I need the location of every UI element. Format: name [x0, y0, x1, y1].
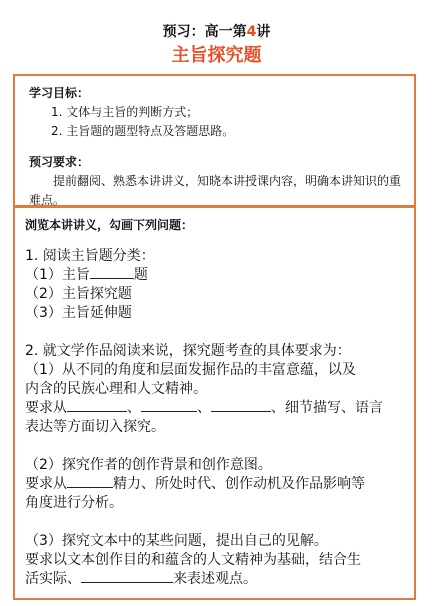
question-1-item-3: （3）主旨延伸题: [25, 305, 132, 321]
question-1-item-2: （2）主旨探究题: [25, 286, 132, 302]
lesson-number: 4: [246, 24, 257, 40]
questions-box: [13, 207, 416, 600]
question-1-item-1: （1）主旨 题: [25, 267, 148, 283]
question-2-part-3-line: （3）探究文本中的某些问题，提出自己的见解。: [25, 533, 328, 549]
fill-blank[interactable]: [81, 582, 173, 583]
question-2-part-1-requirement: 要求从 、 、 、细节描写、语言: [25, 400, 383, 416]
goals-box: [13, 74, 416, 207]
requirements-text: 提前翻阅、熟悉本讲讲义，知晓本讲授课内容，明确本讲知识的重难点。: [29, 174, 402, 207]
question-2-part-1-line: 内含的民族心理和人文精神。: [25, 381, 207, 397]
question-1: [25, 247, 408, 589]
questions-heading: 浏览本讲讲义，勾画下列问题：: [25, 218, 194, 232]
requirements-heading: 预习要求：: [29, 155, 90, 169]
question-2-part-3-requirement: 活实际、 来表述观点。: [25, 571, 257, 587]
lesson-title-prefix: 预习：高一第: [162, 24, 247, 40]
question-2-part-3-line: 要求以文本创作目的和蕴含的人文精神为基础，结合生: [25, 552, 361, 568]
goals-list: [29, 103, 406, 141]
question-1-title: 1. 阅读主旨题分类：: [25, 248, 155, 264]
goals-heading: 学习目标：: [29, 86, 90, 100]
page-header: [0, 22, 433, 68]
question-2-title: 2. 就文学作品阅读来说，探究题考查的具体要求为：: [25, 343, 351, 359]
lesson-title-suffix: 讲: [256, 24, 271, 40]
question-2-part-2-line: 角度进行分析。: [25, 495, 123, 511]
fill-blank[interactable]: [141, 411, 197, 412]
fill-blank[interactable]: [67, 487, 113, 488]
lesson-title: [0, 22, 433, 42]
fill-blank[interactable]: [90, 278, 134, 279]
fill-blank[interactable]: [67, 411, 127, 412]
question-2-part-1-line: 表达等方面切入探究。: [25, 419, 165, 435]
fill-blank[interactable]: [211, 411, 271, 412]
question-2-part-1-line: （1）从不同的角度和层面发掘作品的丰富意蕴，以及: [25, 362, 356, 378]
topic-title: 主旨探究题: [171, 45, 262, 66]
goal-item: 2. 主旨题的题型特点及答题思路。: [51, 124, 235, 138]
question-2-part-2-line: （2）探究作者的创作背景和创作意图。: [25, 457, 272, 473]
question-2-part-2-requirement: 要求从 精力、所处时代、创作动机及作品影响等: [25, 476, 365, 492]
goal-item: 1. 文体与主旨的判断方式；: [51, 105, 199, 119]
